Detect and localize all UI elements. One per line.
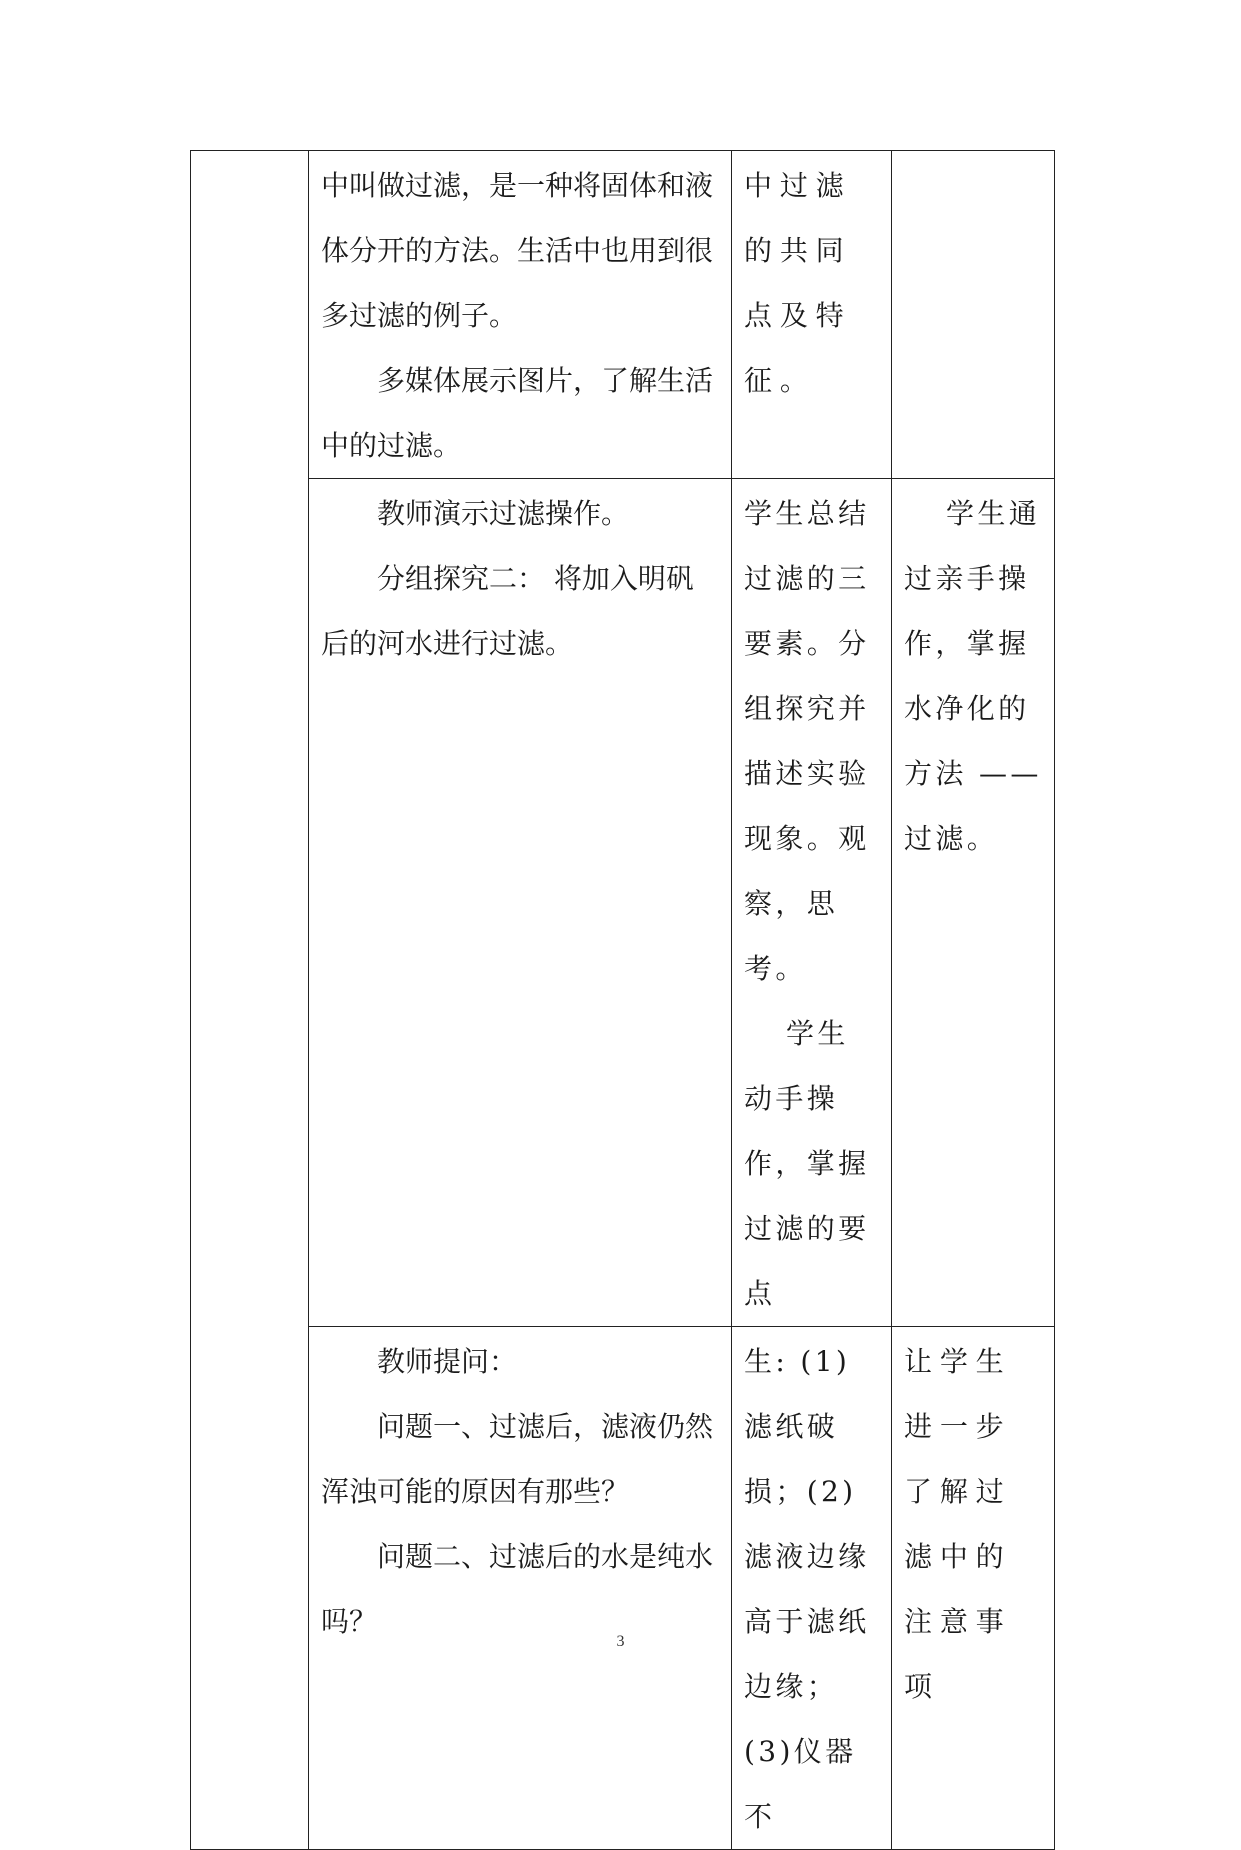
table-row [191, 479, 1055, 1327]
activity-text: 分组探究二： 将加入明矾后的河水进行过滤。 [321, 562, 694, 660]
activity-text: 多媒体展示图片，了解生活中的过滤。 [321, 364, 714, 462]
student-cell [732, 1327, 892, 1850]
student-text: 学生动手操作，掌握过滤的要点 [744, 1017, 870, 1310]
activity-text: 问题二、过滤后的水是纯水吗？ [321, 1540, 714, 1638]
table-row [191, 151, 1055, 479]
purpose-text: 学生通过亲手操作，掌握水净化的方法 ——过滤。 [904, 497, 1042, 855]
student-cell [732, 151, 892, 479]
page-number: 3 [616, 1633, 625, 1650]
lesson-plan-table [190, 150, 1055, 1850]
purpose-cell [892, 151, 1055, 479]
activity-text: 中叫做过滤，是一种将固体和液体分开的方法。生活中也用到很多过滤的例子。 [321, 169, 714, 332]
purpose-cell [892, 479, 1055, 1327]
student-text: 生: (1)滤纸破损；(2)滤液边缘高于滤纸边缘；(3)仪器不 [744, 1345, 870, 1833]
student-text: 中过滤的共同点及特征。 [744, 169, 852, 397]
purpose-text: 让学生进一步了解过滤中的注意事项 [904, 1345, 1012, 1703]
activity-cell [309, 1327, 732, 1850]
table-row [191, 1327, 1055, 1850]
student-cell [732, 479, 892, 1327]
stage-cell [191, 151, 309, 1850]
activity-text: 教师演示过滤操作。 [377, 497, 630, 530]
purpose-cell [892, 1327, 1055, 1850]
student-text: 学生总结过滤的三要素。分组探究并描述实验现象。观察，思考。 [744, 497, 870, 985]
activity-text: 教师提问： [377, 1345, 518, 1378]
activity-cell [309, 151, 732, 479]
activity-text: 问题一、过滤后，滤液仍然浑浊可能的原因有那些？ [321, 1410, 714, 1508]
activity-cell [309, 479, 732, 1327]
